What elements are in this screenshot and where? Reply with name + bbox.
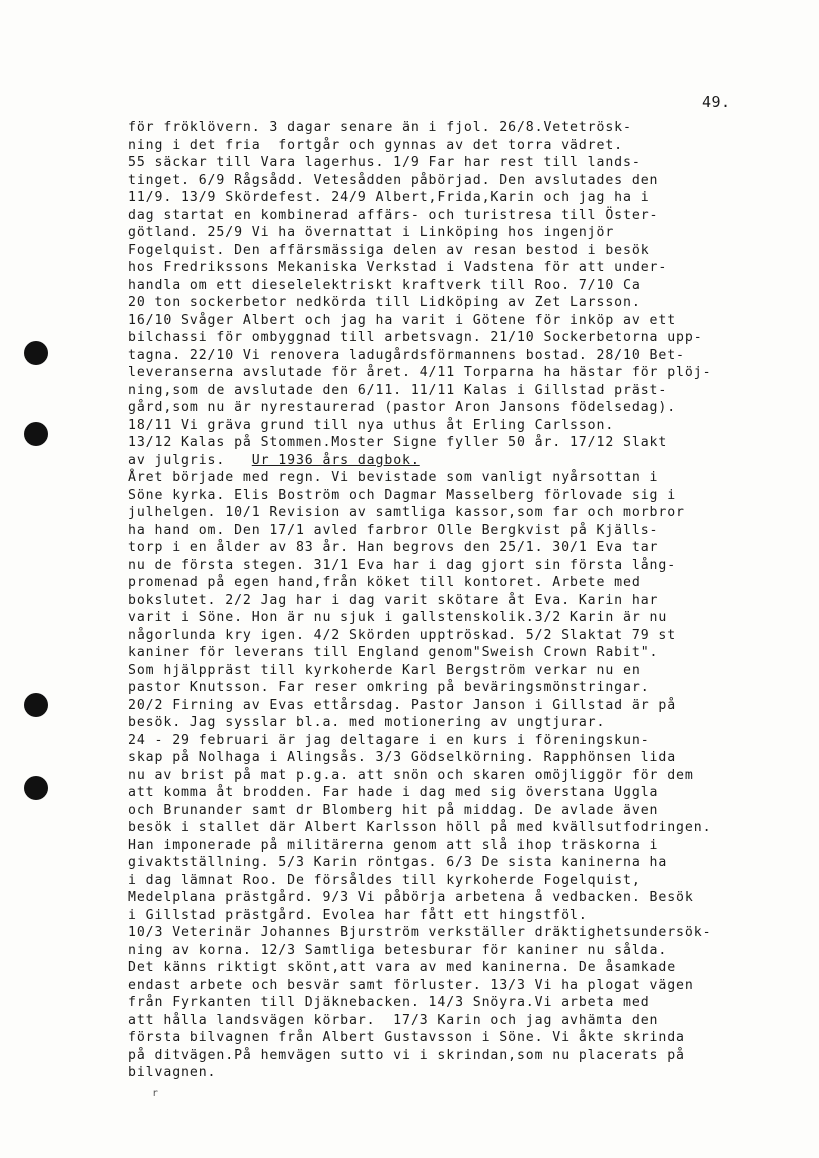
text-line-content: nu av brist på mat p.g.a. att snön och skaren omöjliggör för dem — [128, 767, 694, 783]
text-line-content: 24 - 29 februari är jag deltagare i en kurs i föreningskun- — [128, 732, 650, 748]
text-line — [128, 137, 788, 155]
text-line — [128, 959, 788, 977]
text-line-content: pastor Knutsson. Far reser omkring på beväringsmönstringar. — [128, 680, 650, 695]
text-line — [128, 732, 788, 750]
text-line — [128, 977, 788, 995]
text-line — [128, 172, 788, 190]
text-line — [128, 1029, 788, 1047]
text-line-content: kaniner för leverans till England genom"Sweish Crown Rabit". — [128, 645, 659, 660]
text-line-content: 20/2 Firning av Evas ettårsdag. Pastor Janson i Gillstad är på — [128, 697, 677, 713]
text-line-content: ning,som de avslutade den 6/11. 11/11 Kalas i Gillstad präst- — [128, 382, 668, 398]
speck: r — [152, 1088, 159, 1099]
text-line-content: av julgris. — [128, 452, 252, 468]
text-line-content: dag startat en kombinerad affärs- och turistresa till Öster- — [128, 207, 659, 223]
text-line-content: bilchassi för ombyggnad till arbetsvagn. 21/10 Sockerbetorna upp- — [128, 330, 703, 345]
text-line — [128, 907, 788, 925]
text-line — [128, 259, 788, 277]
text-line — [128, 889, 788, 907]
text-line-content: från Fyrkanten till Djäknebacken. 14/3 Snöyra.Vi arbeta med — [128, 995, 650, 1010]
text-line-content: i Gillstad prästgård. Evolea har fått ett hingstföl. — [128, 907, 588, 923]
text-line — [128, 504, 788, 522]
text-line-content: Fogelquist. Den affärsmässiga delen av resan bestod i besök — [128, 242, 650, 258]
text-line — [128, 994, 788, 1012]
text-line-content: handla om ett dieselelektriskt kraftverk till Roo. 7/10 Ca — [128, 277, 641, 293]
text-line — [128, 697, 788, 715]
text-line-content: Söne kyrka. Elis Boström och Dagmar Masselberg förlovade sig i — [128, 487, 677, 503]
text-line — [128, 347, 788, 365]
text-line-content: 18/11 Vi gräva grund till nya uthus åt Erling Carlsson. — [128, 417, 615, 433]
text-line-content: första bilvagnen från Albert Gustavsson i Söne. Vi åkte skrinda — [128, 1030, 685, 1045]
text-line — [128, 154, 788, 172]
text-line-content: Det känns riktigt skönt,att vara av med kaninerna. De åsamkade — [128, 960, 677, 975]
text-line — [128, 242, 788, 260]
diary-text — [128, 119, 788, 1082]
text-line-content: leveranserna avslutade för året. 4/11 Torparna ha hästar för plöj- — [128, 365, 712, 380]
text-line — [128, 487, 788, 505]
text-line — [128, 662, 788, 680]
text-line-content: besök. Jag sysslar bl.a. med motionering av ungtjurar. — [128, 715, 606, 730]
text-line — [128, 399, 788, 417]
page-number: 49. — [702, 93, 731, 111]
text-line — [128, 1047, 788, 1065]
text-line — [128, 557, 788, 575]
text-line-content: i dag lämnat Roo. De försåldes till kyrkoherde Fogelquist, — [128, 872, 641, 888]
text-line — [128, 1012, 788, 1030]
text-line-content: torp i en ålder av 83 år. Han begrovs den 25/1. 30/1 Eva tar — [128, 540, 659, 555]
text-line — [128, 802, 788, 820]
text-line — [128, 854, 788, 872]
text-line-content: att hålla landsvägen körbar. 17/3 Karin och jag avhämta den — [128, 1012, 659, 1028]
text-line-content: besök i stallet där Albert Karlsson höll på med kvällsutfodringen. — [128, 820, 712, 835]
text-line — [128, 277, 788, 295]
text-line — [128, 819, 788, 837]
text-line — [128, 574, 788, 592]
text-line — [128, 452, 788, 470]
text-line-content: att komma åt brodden. Far hade i dag med sig överstana Uggla — [128, 785, 659, 800]
text-line-content: Året började med regn. Vi bevistade som vanligt nyårsottan i — [128, 470, 659, 485]
text-line-content: Han imponerade på militärerna genom att slå ihop träskorna i — [128, 837, 659, 853]
text-line — [128, 872, 788, 890]
text-line — [128, 469, 788, 487]
text-line — [128, 312, 788, 330]
text-line — [128, 364, 788, 382]
text-line — [128, 522, 788, 540]
text-line-content: 20 ton sockerbetor nedkörda till Lidköping av Zet Larsson. — [128, 295, 641, 310]
text-line — [128, 924, 788, 942]
text-line — [128, 609, 788, 627]
text-line-content: för fröklövern. 3 dagar senare än i fjol. 26/8.Vetetrösk- — [128, 120, 632, 135]
text-line — [128, 767, 788, 785]
punch-hole — [24, 776, 48, 800]
text-line-content: skap på Nolhaga i Alingsås. 3/3 Gödselkörning. Rapphönsen lida — [128, 750, 677, 765]
text-line-content: nu de första stegen. 31/1 Eva har i dag gjort sin första lång- — [128, 557, 677, 573]
text-line — [128, 1064, 788, 1082]
text-line-content: 11/9. 13/9 Skördefest. 24/9 Albert,Frida,Karin och jag ha i — [128, 190, 650, 205]
text-line — [128, 837, 788, 855]
text-line — [128, 749, 788, 767]
text-line-content: ning i det fria fortgår och gynnas av det torra vädret. — [128, 137, 624, 153]
text-line-content: någorlunda kry igen. 4/2 Skörden upptröskad. 5/2 Slaktat 79 st — [128, 627, 677, 643]
text-line — [128, 294, 788, 312]
text-line — [128, 119, 788, 137]
text-line — [128, 189, 788, 207]
text-line — [128, 224, 788, 242]
text-line-content: Medelplana prästgård. 9/3 Vi påbörja arbetena å vedbacken. Besök — [128, 890, 694, 905]
punch-hole — [24, 422, 48, 446]
text-line-content: 13/12 Kalas på Stommen.Moster Signe fyller 50 år. 17/12 Slakt — [128, 435, 668, 450]
text-line — [128, 679, 788, 697]
text-line — [128, 329, 788, 347]
text-line — [128, 714, 788, 732]
text-line — [128, 417, 788, 435]
text-line — [128, 784, 788, 802]
text-line — [128, 627, 788, 645]
text-line-content: tinget. 6/9 Rågsådd. Vetesådden påbörjad. Den avslutades den — [128, 172, 659, 188]
text-line-content: på ditvägen.På hemvägen sutto vi i skrindan,som nu placerats på — [128, 1047, 685, 1063]
text-line — [128, 592, 788, 610]
punch-hole — [24, 693, 48, 717]
text-line — [128, 207, 788, 225]
text-line-content: ha hand om. Den 17/1 avled farbror Olle Bergkvist på Kjälls- — [128, 522, 659, 538]
text-line-content: hos Fredrikssons Mekaniska Verkstad i Vadstena för att under- — [128, 260, 668, 275]
text-line-content: bokslutet. 2/2 Jag har i dag varit skötare åt Eva. Karin har — [128, 592, 659, 608]
text-line-content: promenad på egen hand,från köket till kontoret. Arbete med — [128, 575, 641, 590]
text-line-content: julhelgen. 10/1 Revision av samtliga kassor,som far och morbror — [128, 505, 685, 520]
text-line-content: tagna. 22/10 Vi renovera ladugårdsförmannens bostad. 28/10 Bet- — [128, 347, 685, 363]
text-line — [128, 434, 788, 452]
text-line-content: ning av korna. 12/3 Samtliga betesburar för kaniner nu sålda. — [128, 942, 668, 958]
text-line — [128, 942, 788, 960]
text-line-content: varit i Söne. Hon är nu sjuk i gallstenskolik.3/2 Karin är nu — [128, 610, 668, 625]
section-heading: Ur 1936 års dagbok. — [251, 452, 420, 468]
text-line-content: bilvagnen. — [128, 1065, 217, 1080]
punch-hole — [24, 341, 48, 365]
text-line-content: givaktställning. 5/3 Karin röntgas. 6/3 De sista kaninerna ha — [128, 855, 668, 870]
text-line — [128, 644, 788, 662]
text-line-content: götland. 25/9 Vi ha övernattat i Linköping hos ingenjör — [128, 225, 615, 240]
text-line — [128, 539, 788, 557]
text-line-content: 10/3 Veterinär Johannes Bjurström verkställer dräktighetsundersök- — [128, 925, 712, 940]
text-line-content: endast arbete och besvär samt förluster. 13/3 Vi ha plogat vägen — [128, 977, 694, 993]
text-line-content: och Brunander samt dr Blomberg hit på middag. De avlade även — [128, 802, 659, 818]
text-line-content: 55 säckar till Vara lagerhus. 1/9 Far har rest till lands- — [128, 155, 641, 170]
text-line-content: gård,som nu är nyrestaurerad (pastor Aron Jansons födelsedag). — [128, 400, 677, 415]
text-line — [128, 382, 788, 400]
text-line-content: 16/10 Svåger Albert och jag ha varit i Götene för inköp av ett — [128, 312, 677, 328]
text-line-content: Som hjälppräst till kyrkoherde Karl Bergström verkar nu en — [128, 662, 641, 678]
